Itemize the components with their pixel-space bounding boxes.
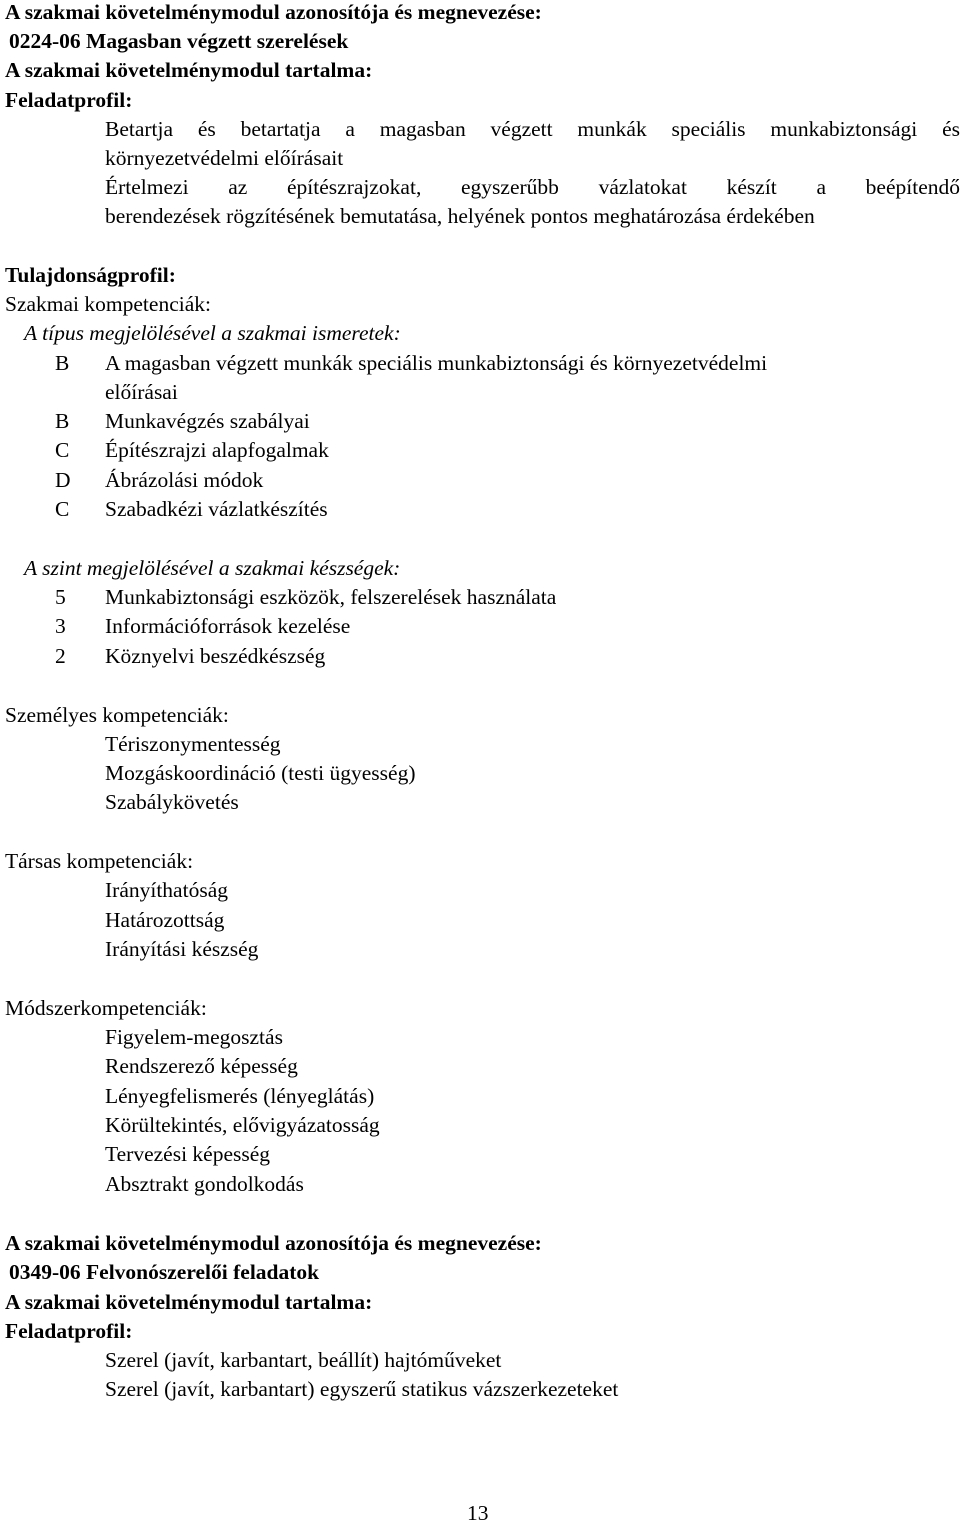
page-number: 13: [467, 1501, 489, 1525]
personal-competencies-heading: Személyes kompetenciák:: [5, 703, 229, 727]
knowledge-item: Szabadkézi vázlatkészítés: [105, 497, 328, 521]
module1-id-heading: A szakmai követelménymodul azonosítója és megnevezése:: [5, 0, 542, 24]
task-line: Értelmezi az építészrajzokat, egyszerűbb vázlatokat készít a beépítendő: [105, 175, 960, 199]
social-competencies-heading: Társas kompetenciák:: [5, 849, 194, 873]
method-item: Lényegfelismerés (lényeglátás): [105, 1084, 375, 1108]
task-line: Betartja és betartatja a magasban végzett munkák speciális munkabiztonsági és: [105, 117, 960, 141]
personal-item: Szabálykövetés: [105, 790, 239, 814]
task-line: környezetvédelmi előírásait: [105, 146, 344, 170]
skill-level: 5: [55, 585, 66, 609]
module1-task-profile-heading: Feladatprofil:: [5, 88, 133, 112]
personal-item: Mozgáskoordináció (testi ügyesség): [105, 761, 416, 785]
skills-heading: A szint megjelölésével a szakmai készségek:: [24, 556, 401, 580]
skill-item: Köznyelvi beszédkészség: [105, 644, 326, 668]
task-line: Szerel (javít, karbantart, beállít) hajtóműveket: [105, 1348, 502, 1372]
module1-id-value: 0224-06 Magasban végzett szerelések: [9, 29, 349, 53]
module2-task-profile-heading: Feladatprofil:: [5, 1319, 133, 1343]
property-profile-heading: Tulajdonságprofil:: [5, 263, 176, 287]
task-line: Szerel (javít, karbantart) egyszerű statikus vázszerkezeteket: [105, 1377, 619, 1401]
knowledge-level: B: [55, 409, 70, 433]
social-item: Irányítási készség: [105, 937, 259, 961]
module1-content-heading: A szakmai követelménymodul tartalma:: [5, 58, 373, 82]
skill-level: 2: [55, 644, 66, 668]
module2-content-heading: A szakmai követelménymodul tartalma:: [5, 1290, 373, 1314]
social-item: Határozottság: [105, 908, 225, 932]
module2-id-value: 0349-06 Felvonószerelői feladatok: [9, 1260, 320, 1284]
skill-level: 3: [55, 614, 66, 638]
social-item: Irányíthatóság: [105, 878, 228, 902]
professional-competencies-heading: Szakmai kompetenciák:: [5, 292, 211, 316]
knowledge-level: C: [55, 438, 70, 462]
method-item: Rendszerező képesség: [105, 1054, 298, 1078]
method-item: Tervezési képesség: [105, 1142, 271, 1166]
knowledge-item: előírásai: [105, 380, 178, 404]
method-competencies-heading: Módszerkompetenciák:: [5, 996, 207, 1020]
knowledge-level: B: [55, 351, 70, 375]
skill-item: Munkabiztonsági eszközök, felszerelések használata: [105, 585, 557, 609]
task-line: berendezések rögzítésének bemutatása, helyének pontos meghatározása érdekében: [105, 204, 815, 228]
knowledge-heading: A típus megjelölésével a szakmai ismeretek:: [24, 321, 401, 345]
method-item: Körültekintés, elővigyázatosság: [105, 1113, 380, 1137]
method-item: Figyelem-megosztás: [105, 1025, 283, 1049]
knowledge-item: Munkavégzés szabályai: [105, 409, 310, 433]
knowledge-item: A magasban végzett munkák speciális munkabiztonsági és környezetvédelmi: [105, 351, 768, 375]
knowledge-level: D: [55, 468, 71, 492]
knowledge-item: Ábrázolási módok: [105, 468, 264, 492]
module2-id-heading: A szakmai követelménymodul azonosítója és megnevezése:: [5, 1231, 542, 1255]
method-item: Absztrakt gondolkodás: [105, 1172, 304, 1196]
knowledge-item: Építészrajzi alapfogalmak: [105, 438, 329, 462]
personal-item: Tériszonymentesség: [105, 732, 281, 756]
skill-item: Információforrások kezelése: [105, 614, 351, 638]
knowledge-level: C: [55, 497, 70, 521]
